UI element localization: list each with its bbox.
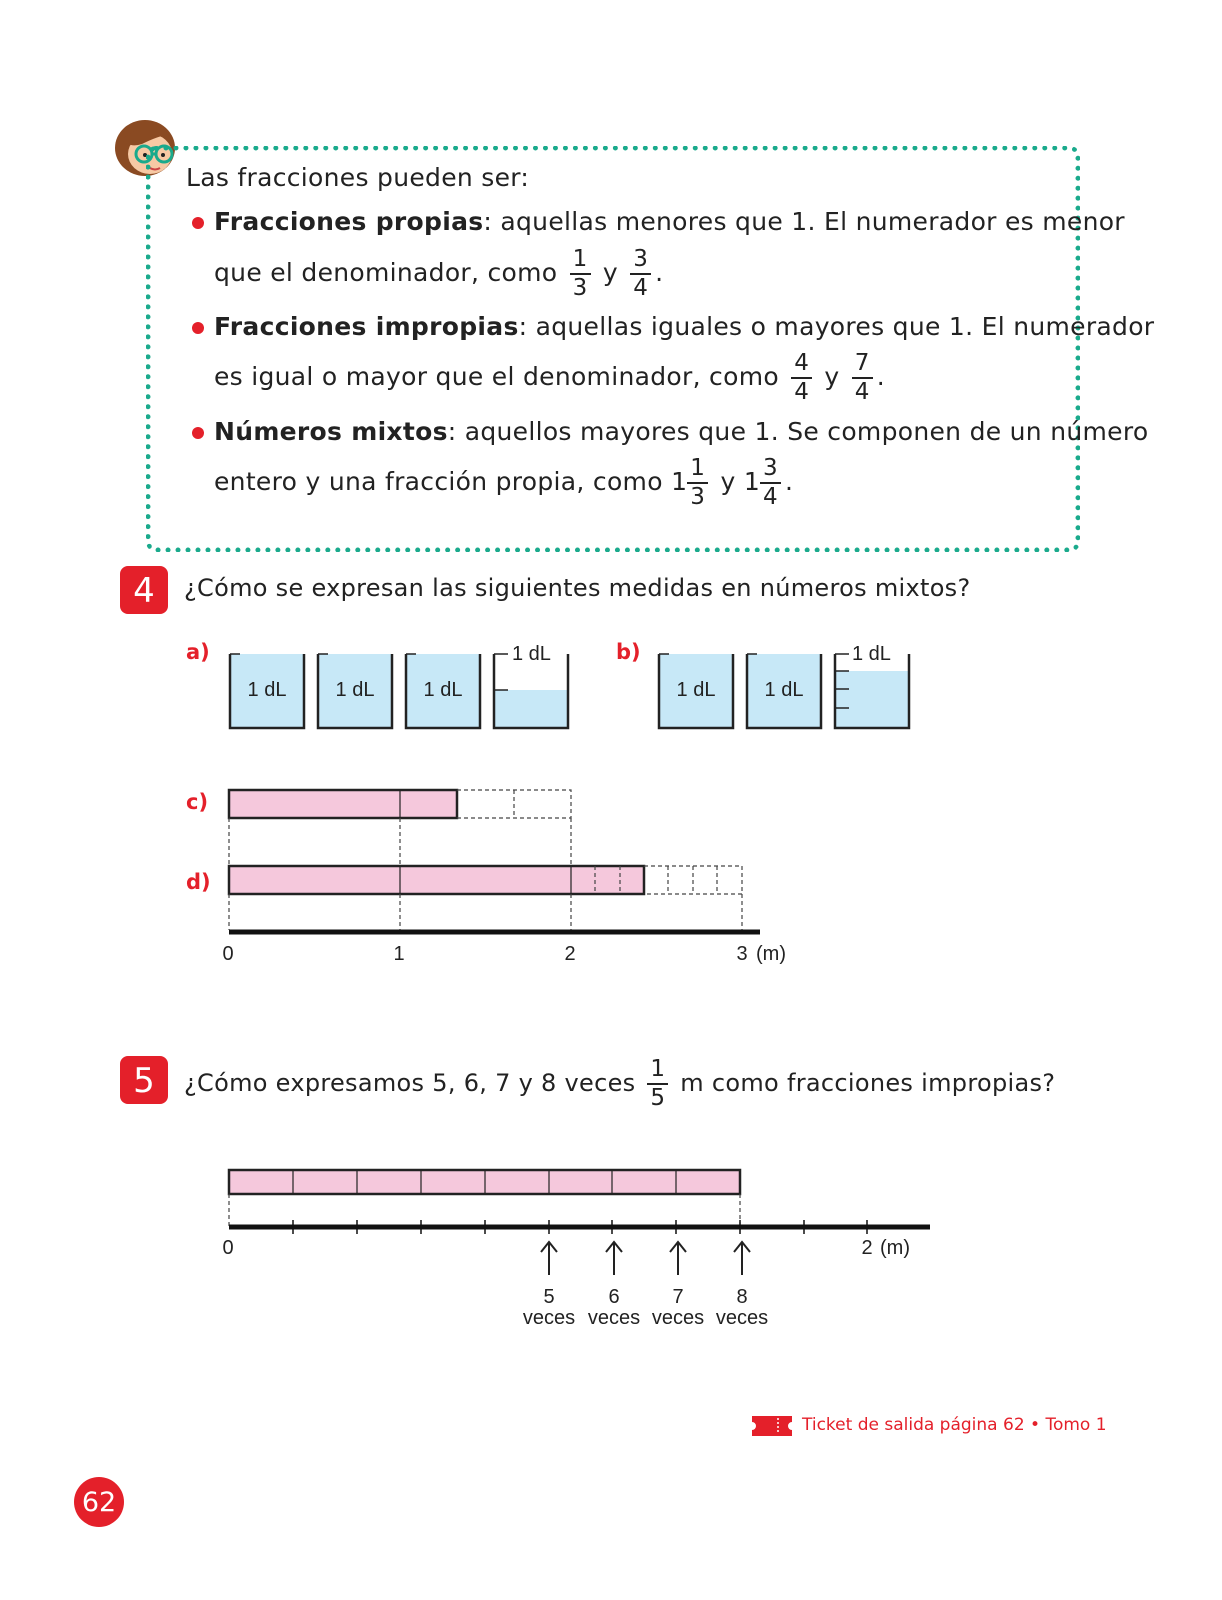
axis-tick-label: 0 xyxy=(222,943,234,965)
fraction: $\frac{4}{4}$ xyxy=(791,352,812,404)
fraction: $\frac{1}{3}$ xyxy=(687,457,708,509)
info-intro: Las fracciones pueden ser: xyxy=(186,163,530,192)
mixed-whole: 1 xyxy=(671,467,688,496)
fraction: $\frac{1}{3}$ xyxy=(570,248,591,300)
question-number-4: 4 xyxy=(120,566,168,614)
cup-full xyxy=(318,654,392,728)
info-item-3-text: : aquellos mayores que 1. Se componen de un número xyxy=(447,417,1149,446)
page-number: 62 xyxy=(74,1477,124,1527)
info-item-2-text2: es igual o mayor que el denominador, como xyxy=(214,362,779,391)
cup-full xyxy=(406,654,480,728)
question-5-text-pre: ¿Cómo expresamos 5, 6, 7 y 8 veces xyxy=(184,1069,636,1097)
conj: y xyxy=(824,362,840,391)
cup-label: 1 dL xyxy=(335,679,375,701)
arrow-word: veces xyxy=(587,1307,641,1329)
cup-partial xyxy=(835,643,909,728)
mixed-whole: 1 xyxy=(743,467,761,496)
arrow-word: veces xyxy=(715,1307,769,1329)
fifths-bar xyxy=(229,1170,740,1194)
conj: y xyxy=(602,258,618,287)
axis-unit: (m) xyxy=(756,943,786,965)
term-mixtos: Números mixtos xyxy=(214,417,448,446)
info-item-1-text2: que el denominador, como xyxy=(214,258,558,287)
ticket-link[interactable]: Ticket de salida página 62 • Tomo 1 xyxy=(802,1415,1107,1435)
info-item-2-line2: es igual o mayor que el denominador, como $\frac{4}{4}$ y $\frac{7}{4}$ . xyxy=(214,350,885,405)
cup-full xyxy=(747,654,821,728)
arrow-number: 7 xyxy=(672,1286,684,1308)
arrow-word: veces xyxy=(522,1307,576,1329)
ticket-icon xyxy=(752,1416,792,1436)
question-number-5: 5 xyxy=(120,1056,168,1104)
cup-partial xyxy=(494,643,568,728)
label-a: a) xyxy=(186,640,210,664)
info-item-3-text2: entero y una fracción propia, como xyxy=(214,467,663,496)
question-5-text-post: m como fracciones impropias? xyxy=(680,1069,1056,1097)
axis-unit: (m) xyxy=(880,1237,910,1259)
fraction: $\frac{7}{4}$ xyxy=(852,352,873,404)
bar-d xyxy=(229,866,742,894)
info-item-1-text: : aquellas menores que 1. El numerador es menor xyxy=(483,207,1125,236)
cup-label: 1 dL xyxy=(512,643,551,665)
question-5-text xyxy=(184,1058,1055,1110)
q5-figure xyxy=(0,1150,1222,1350)
fraction: $\frac{1}{5}$ xyxy=(647,1058,668,1110)
cup-full xyxy=(659,654,733,728)
arrow-word: veces xyxy=(651,1307,705,1329)
info-item-3-line2: entero y una fracción propia, como 1 $\frac{1}{3}$ y 1 $\frac{3}{4}$ . xyxy=(214,455,794,510)
term-impropias: Fracciones impropias xyxy=(214,312,519,341)
cup-full xyxy=(230,654,304,728)
arrow-number: 8 xyxy=(736,1286,748,1308)
term-propias: Fracciones propias xyxy=(214,207,484,236)
info-item-1-line2: que el denominador, como $\frac{1}{3}$ y $\frac{3}{4}$ . xyxy=(214,246,664,301)
fraction: $\frac{3}{4}$ xyxy=(630,248,651,300)
conj: y xyxy=(720,467,736,496)
label-d: d) xyxy=(186,870,211,894)
axis-end: 2 xyxy=(861,1237,873,1259)
cup-label: 1 dL xyxy=(423,679,463,701)
fraction: $\frac{3}{4}$ xyxy=(760,457,781,509)
axis-tick-label: 3 xyxy=(736,943,748,965)
axis-start: 0 xyxy=(222,1237,234,1259)
arrow-number: 6 xyxy=(608,1286,620,1308)
question-4-text: ¿Cómo se expresan las siguientes medidas en números mixtos? xyxy=(184,574,971,602)
bar-c xyxy=(229,790,571,818)
arrow-number: 5 xyxy=(543,1286,555,1308)
label-c: c) xyxy=(186,790,209,814)
cup-label: 1 dL xyxy=(764,679,804,701)
info-item-2-text: : aquellas iguales o mayores que 1. El numerador xyxy=(518,312,1155,341)
cup-label: 1 dL xyxy=(852,643,891,665)
label-b: b) xyxy=(616,640,641,664)
axis-tick-label: 2 xyxy=(564,943,576,965)
arrow-up-icon xyxy=(541,1242,750,1275)
axis-tick-label: 1 xyxy=(393,943,405,965)
cup-label: 1 dL xyxy=(676,679,716,701)
cup-label: 1 dL xyxy=(247,679,287,701)
